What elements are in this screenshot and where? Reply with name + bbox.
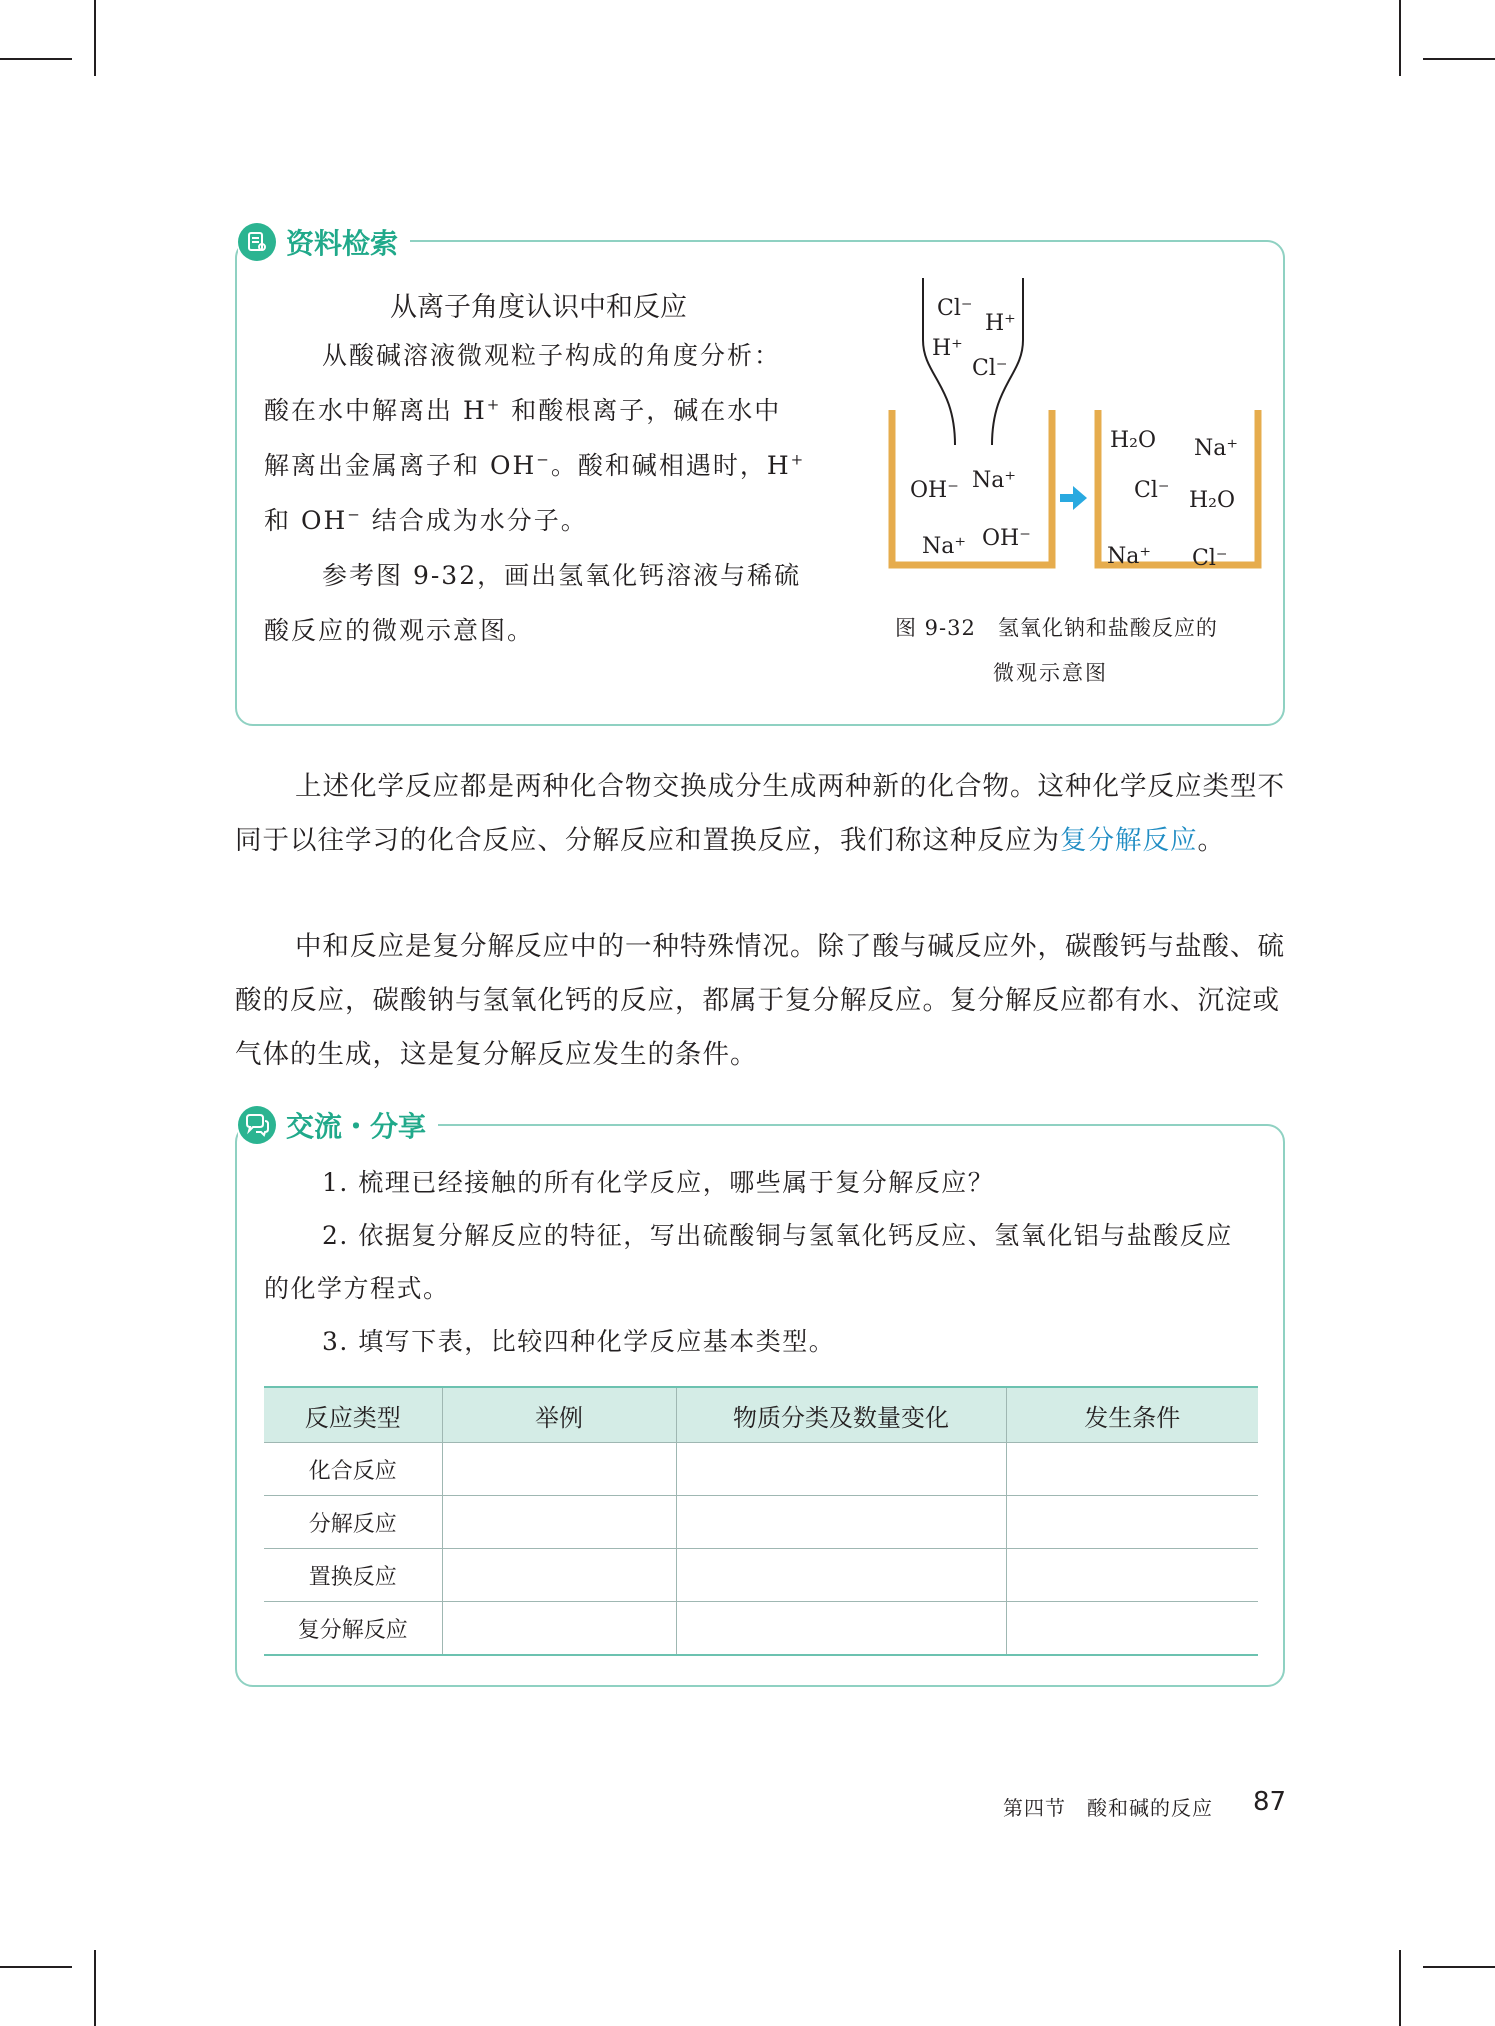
ion-label: OH⁻ (910, 478, 959, 503)
reference-box-header (238, 222, 410, 262)
reference-box-title: 资料检索 (286, 227, 399, 260)
table-header: 反应类型 (264, 1387, 442, 1443)
crop-mark (1399, 0, 1401, 76)
condition-cell[interactable] (1006, 1549, 1258, 1602)
figure-ion-diagram (880, 275, 1280, 575)
reaction-type-cell: 分解反应 (264, 1496, 442, 1549)
condition-cell[interactable] (1006, 1602, 1258, 1656)
crop-mark (94, 0, 96, 76)
table-row (264, 1496, 1258, 1549)
table-header: 物质分类及数量变化 (676, 1387, 1006, 1443)
term-highlight: 复分解反应 (1060, 825, 1198, 856)
ion-label: Na⁺ (922, 534, 966, 559)
question-1: 1. 梳理已经接触的所有化学反应，哪些属于复分解反应？ (322, 1168, 995, 1197)
ion-label: H₂O (1110, 428, 1157, 453)
crop-mark (1423, 58, 1495, 60)
crop-mark (1399, 1950, 1401, 2026)
ion-label: Na⁺ (972, 468, 1016, 493)
exchange-questions (264, 1156, 1258, 1368)
ion-label: Cl⁻ (972, 356, 1008, 381)
example-cell[interactable] (442, 1443, 676, 1496)
figure-caption: 微观示意图 (993, 661, 1108, 685)
main-paragraph-1 (235, 760, 1285, 868)
ion-label: OH⁻ (982, 526, 1031, 551)
table-header: 发生条件 (1006, 1387, 1258, 1443)
reaction-type-cell: 复分解反应 (264, 1602, 442, 1656)
ion-label: Cl⁻ (1192, 546, 1228, 571)
chat-bubble-icon (238, 1106, 276, 1144)
table-row (264, 1602, 1258, 1656)
exchange-box-title: 交流・分享 (286, 1110, 427, 1143)
ion-label: Na⁺ (1107, 544, 1151, 569)
example-cell[interactable] (442, 1549, 676, 1602)
question-3: 3. 填写下表，比较四种化学反应基本类型。 (322, 1327, 836, 1356)
document-icon (238, 223, 276, 261)
classification-cell[interactable] (676, 1496, 1006, 1549)
ion-label: Na⁺ (1194, 436, 1238, 461)
table-row (264, 1443, 1258, 1496)
reaction-type-cell: 置换反应 (264, 1549, 442, 1602)
reference-paragraph: 从酸碱溶液微观粒子构成的角度分析： 酸在水中解离出 H+ 和酸根离子，碱在水中 解离出金属离子和 OH−。酸和碱相遇时，H+ 和 OH− 结合成为水分子。 参考图 9-32，画出氢氧化钙溶液与稀硫 酸反应的微观示意图。 (264, 341, 806, 645)
comparison-table (264, 1386, 1258, 1656)
running-footer: 第四节 酸和碱的反应 (1003, 1796, 1213, 1820)
table-header: 举例 (442, 1387, 676, 1443)
main-paragraph-1-end: 。 (1197, 825, 1225, 856)
ion-label: H⁺ (985, 311, 1016, 336)
main-paragraph-1-text: 上述化学反应都是两种化合物交换成分生成两种新的化合物。这种化学反应类型不同于以往学习的化合反应、分解反应和置换反应，我们称这种反应为 (235, 771, 1285, 856)
ion-label: Cl⁻ (937, 296, 973, 321)
classification-cell[interactable] (676, 1602, 1006, 1656)
ion-label: H⁺ (932, 336, 963, 361)
example-cell[interactable] (442, 1602, 676, 1656)
ion-label: Cl⁻ (1134, 478, 1170, 503)
crop-mark (0, 1966, 72, 1968)
section-title: 从离子角度认识中和反应 (390, 292, 687, 323)
main-paragraph-2: 中和反应是复分解反应中的一种特殊情况。除了酸与碱反应外，碳酸钙与盐酸、硫酸的反应，碳酸钠与氢氧化钙的反应，都属于复分解反应。复分解反应都有水、沉淀或气体的生成，这是复分解反应发生的条件。 (235, 931, 1285, 1070)
crop-mark (94, 1950, 96, 2026)
classification-cell[interactable] (676, 1443, 1006, 1496)
page-number: 87 (1253, 1787, 1287, 1817)
ion-label: H₂O (1189, 488, 1236, 513)
crop-mark (1423, 1966, 1495, 1968)
table-row (264, 1549, 1258, 1602)
figure-caption: 图 9-32 氢氧化钠和盐酸反应的 (895, 616, 1218, 640)
condition-cell[interactable] (1006, 1443, 1258, 1496)
condition-cell[interactable] (1006, 1496, 1258, 1549)
reaction-type-cell: 化合反应 (264, 1443, 442, 1496)
exchange-box-header (238, 1105, 438, 1145)
table-header-row (264, 1387, 1258, 1443)
question-2: 2. 依据复分解反应的特征，写出硫酸铜与氢氧化钙反应、氢氧化铝与盐酸反应的化学方程式。 (264, 1221, 1233, 1303)
classification-cell[interactable] (676, 1549, 1006, 1602)
example-cell[interactable] (442, 1496, 676, 1549)
crop-mark (0, 58, 72, 60)
arrow-icon (1060, 486, 1087, 510)
